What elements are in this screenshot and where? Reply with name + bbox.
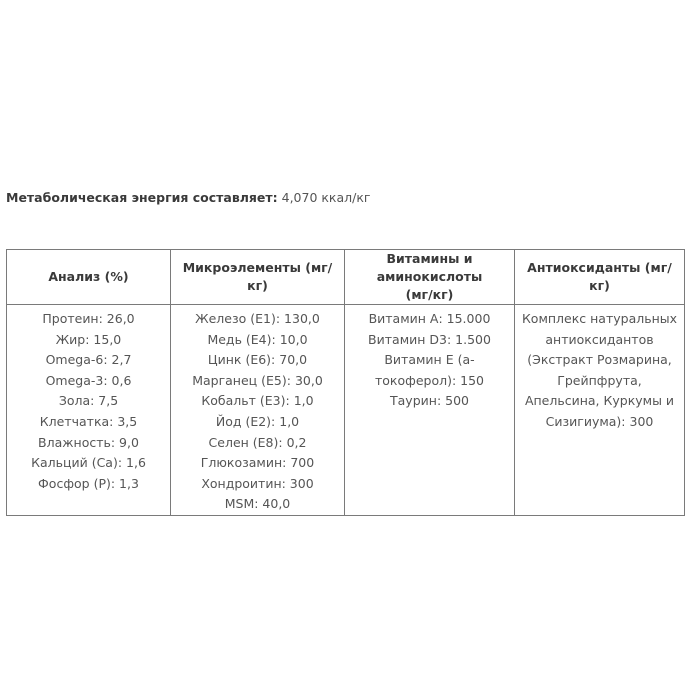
microelements-cell [171, 305, 345, 516]
antioxidants-cell [515, 305, 685, 516]
microelement-item: Кобальт (E3): 1,0 [201, 393, 314, 409]
microelement-item: Глюкозамин: 700 [200, 455, 315, 471]
vitamin-item: Таурин: 500 [390, 393, 469, 409]
vitamin-item: Витамин Е (а-токоферол): 150 [375, 352, 484, 388]
microelement-item: Селен (E8): 0,2 [208, 434, 307, 450]
analysis-item: Omega-6: 2,7 [45, 352, 132, 368]
analysis-item: Omega-3: 0,6 [45, 372, 132, 388]
microelement-item: Железо (E1): 130,0 [195, 311, 320, 326]
header-vitamins [345, 250, 515, 305]
nutrition-table [6, 249, 685, 516]
microelement-item: Медь (E4): 10,0 [207, 331, 308, 347]
analysis-cell [7, 305, 171, 516]
vitamins-cell [345, 305, 515, 516]
header-vitamins-text: Витамины и аминокислоты (мг/кг) [376, 251, 483, 302]
header-antioxidants: Антиоксиданты (мг/кг) [515, 250, 685, 305]
energy-value: 4,070 ккал/кг [281, 190, 371, 205]
microelement-item: Цинк (E6): 70,0 [207, 352, 308, 368]
microelement-item: Марганец (E5): 30,0 [192, 372, 323, 388]
microelement-item: Хондроитин: 300 [201, 475, 314, 491]
analysis-item: Кальций (Ca): 1,6 [31, 455, 146, 471]
vitamin-item: Витамин А: 15.000 [368, 311, 491, 326]
metabolic-energy-line [6, 190, 370, 205]
microelement-item: Йод (E2): 1,0 [215, 413, 300, 429]
analysis-item: Жир: 15,0 [55, 331, 122, 347]
microelement-item: MSM: 40,0 [224, 496, 291, 512]
header-analysis: Анализ (%) [7, 250, 171, 305]
antioxidant-item: Комплекс натуральных антиоксидантов (Экстракт Розмарина, Грейпфрута, Апельсина, Куркумы и Сизигиума): 300 [521, 311, 678, 429]
content-row [7, 305, 685, 516]
analysis-item: Протеин: 26,0 [42, 311, 135, 326]
analysis-item: Клетчатка: 3,5 [39, 413, 138, 429]
analysis-item: Влажность: 9,0 [38, 434, 139, 450]
analysis-item: Зола: 7,5 [58, 393, 119, 409]
header-row [7, 250, 685, 305]
analysis-item: Фосфор (P): 1,3 [38, 475, 139, 491]
header-microelements: Микроэлементы (мг/кг) [171, 250, 345, 305]
energy-label: Метаболическая энергия составляет: [6, 190, 278, 205]
vitamin-item: Витамин D3: 1.500 [368, 331, 491, 347]
